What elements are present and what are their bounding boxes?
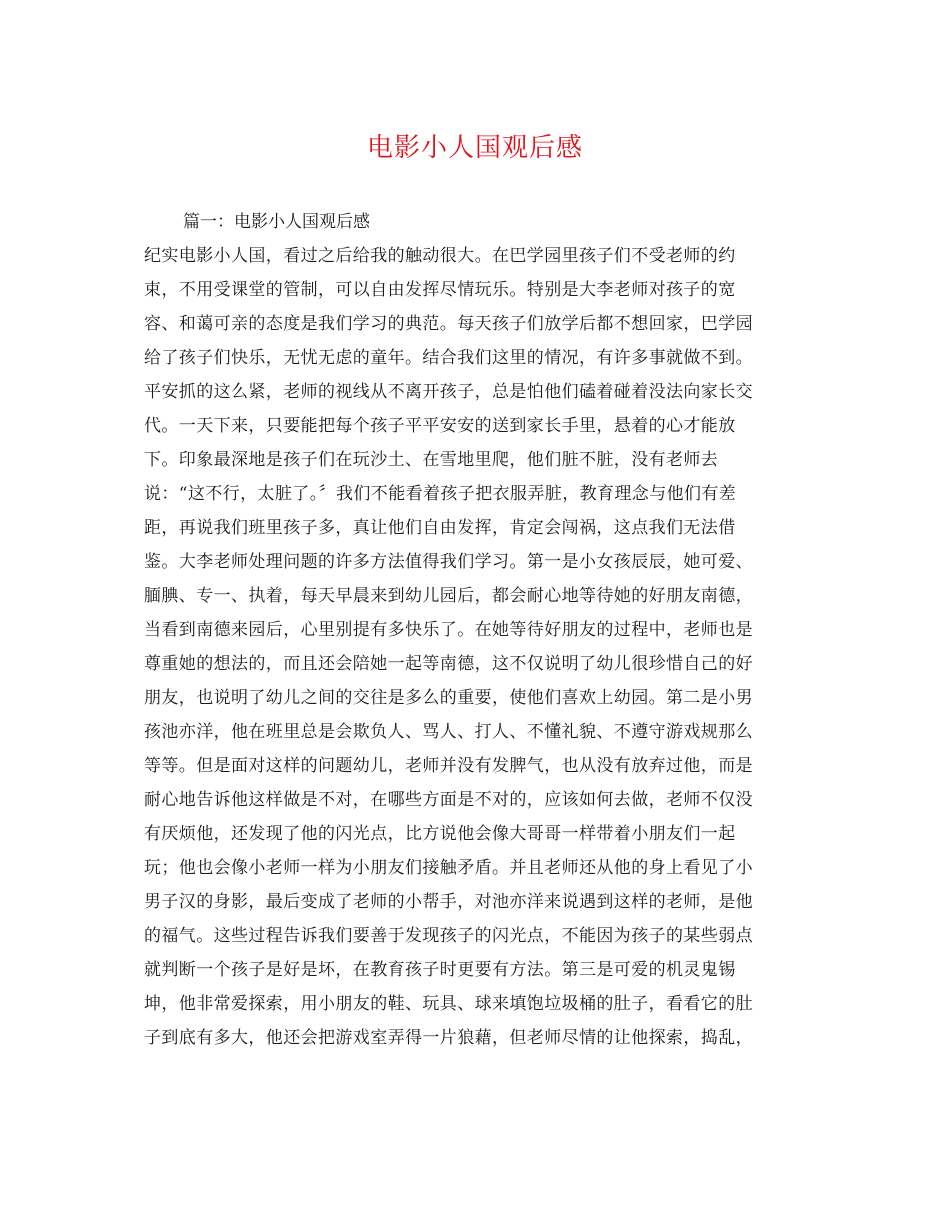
text-line: 尊重她的想法的，而且还会陪她一起等南德，这不仅说明了幼儿很珍惜自己的好	[144, 654, 753, 674]
text-line: 容、和蔼可亲的态度是我们学习的典范。每天孩子们放学后都不想回家，巴学园	[144, 314, 753, 334]
text-line: 束，不用受课堂的管制，可以自由发挥尽情玩乐。特别是大李老师对孩子的宽	[144, 280, 736, 300]
text-line: 腼腆、专一、执着，每天早晨来到幼儿园后，都会耐心地等待她的好朋友南德，	[144, 586, 753, 606]
text-line: 坤，他非常爱探索，用小朋友的鞋、玩具、球来填饱垃圾桶的肚子，看看它的肚	[144, 994, 753, 1014]
text-line: 孩池亦洋，他在班里总是会欺负人、骂人、打人、不懂礼貌、不遵守游戏规那么	[144, 722, 753, 742]
page-title: 电影小人国观后感	[366, 133, 583, 163]
text-line: 玩；他也会像小老师一样为小朋友们接触矛盾。并且老师还从他的身上看见了小	[144, 858, 753, 878]
body-paragraph	[144, 239, 806, 1055]
text-line: 男子汉的身影，最后变成了老师的小帮手，对池亦洋来说遇到这样的老师，是他	[144, 892, 753, 912]
text-line: 给了孩子们快乐，无忧无虑的童年。结合我们这里的情况，有许多事就做不到。	[144, 348, 753, 368]
text-line: 朋友，也说明了幼儿之间的交往是多么的重要，使他们喜欢上幼园。第二是小男	[144, 688, 753, 708]
text-line: 说：“这不行，太脏了。〞我们不能看着孩子把衣服弄脏，教育理念与他们有差	[144, 484, 737, 504]
text-line: 耐心地告诉他这样做是不对，在哪些方面是不对的，应该如何去做，老师不仅没	[144, 790, 753, 810]
section-heading: 篇一：电影小人国观后感	[183, 212, 370, 232]
text-line: 子到底有多大，他还会把游戏室弄得一片狼藉，但老师尽情的让他探索，捣乱，	[144, 1028, 753, 1048]
text-line: 等等。但是面对这样的问题幼儿，老师并没有发脾气，也从没有放弃过他，而是	[144, 756, 753, 776]
text-line: 当看到南德来园后，心里别提有多快乐了。在她等待好朋友的过程中，老师也是	[144, 620, 753, 640]
text-line: 下。印象最深地是孩子们在玩沙土、在雪地里爬，他们脏不脏，没有老师去	[144, 450, 719, 470]
text-line: 有厌烦他，还发现了他的闪光点，比方说他会像大哥哥一样带着小朋友们一起	[144, 824, 736, 844]
text-line: 距，再说我们班里孩子多，真让他们自由发挥，肯定会闯祸，这点我们无法借	[144, 518, 736, 538]
text-line: 鉴。大李老师处理问题的许多方法值得我们学习。第一是小女孩辰辰，她可爱、	[144, 552, 753, 572]
text-line: 的福气。这些过程告诉我们要善于发现孩子的闪光点，不能因为孩子的某些弱点	[144, 926, 753, 946]
text-line: 平安抓的这么紧，老师的视线从不离开孩子，总是怕他们磕着碰着没法向家长交	[144, 382, 753, 402]
text-line: 就判断一个孩子是好是坏，在教育孩子时更要有方法。第三是可爱的机灵鬼锡	[144, 960, 736, 980]
text-line: 纪实电影小人国，看过之后给我的触动很大。在巴学园里孩子们不受老师的约	[144, 246, 736, 266]
text-line: 代。一天下来，只要能把每个孩子平平安安的送到家长手里，悬着的心才能放	[144, 416, 736, 436]
